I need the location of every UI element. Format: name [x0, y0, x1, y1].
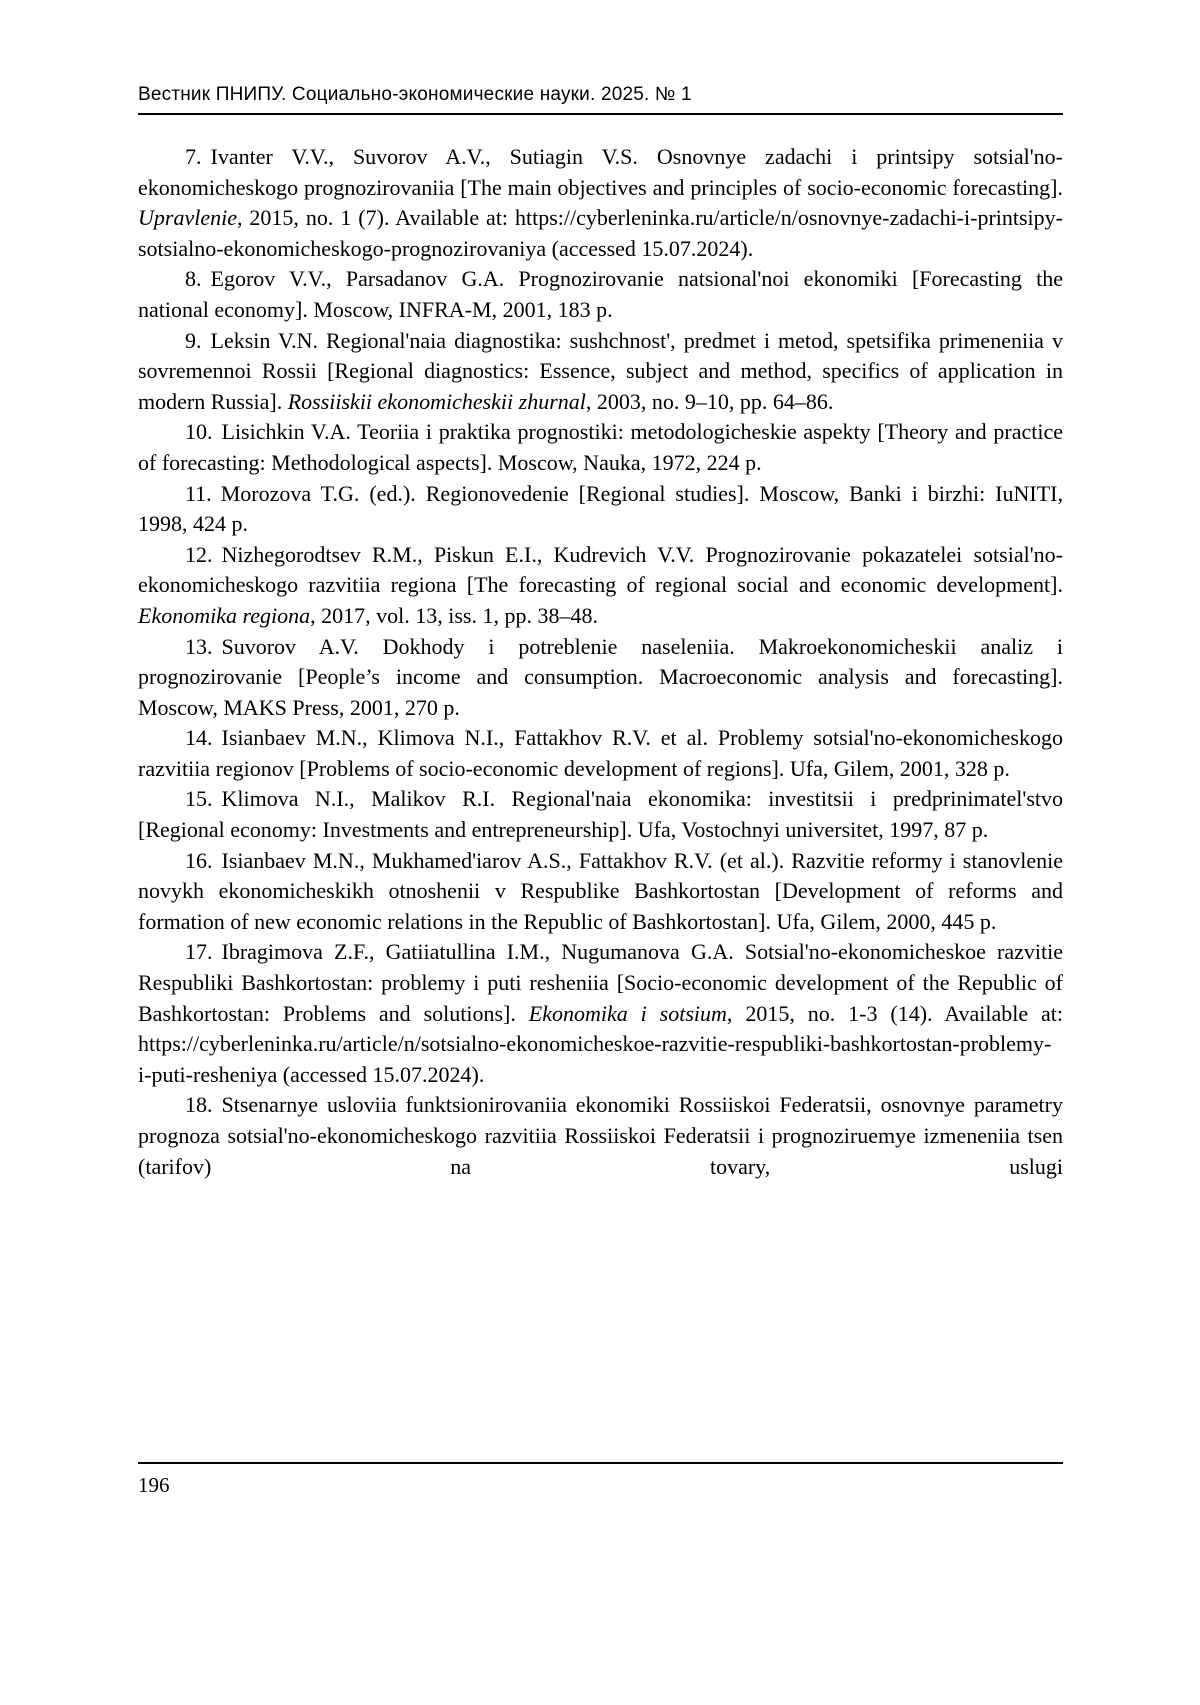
reference-item-7 [138, 142, 1063, 264]
reference-item-17 [138, 937, 1063, 1090]
reference-item-18 [138, 1090, 1063, 1182]
reference-number: 10. [185, 419, 213, 445]
reference-text: , 2017, vol. 13, iss. 1, pp. 38–48. [310, 602, 598, 628]
reference-number: 18. [185, 1092, 213, 1118]
running-header [138, 84, 1063, 115]
reference-text: Leksin V.N. Regional'naia diagnostika: sushchnost', predmet i metod, spetsifika primeneniia v sovremennoi Rossii [Regional diagnostics: Essence, subject and method, specifics of application in modern Russia]. [138, 327, 1063, 414]
reference-item-14 [138, 723, 1063, 784]
reference-number: 7. [185, 144, 202, 169]
reference-number: 16. [185, 847, 213, 873]
journal-name-italic: Ekonomika i sotsium [528, 1000, 727, 1026]
reference-item-15 [138, 784, 1063, 845]
reference-number: 12. [185, 541, 213, 567]
reference-text: Stsenarnye usloviia funktsionirovaniia ekonomiki Rossiiskoi Federatsii, osnovnye parametry prognoza sotsial'no-ekonomicheskogo razvitiia Rossiiskoi Federatsii i prognoziruemye izmeneniia tsen (tarifov) na tovary, uslugi [138, 1092, 1063, 1179]
reference-item-11 [138, 479, 1063, 540]
journal-title: Вестник ПНИПУ. Социально-экономические науки. 2025. № 1 [138, 84, 692, 105]
reference-text: Ibragimova Z.F., Gatiiatullina I.M., Nugumanova G.A. Sotsial'no-ekonomicheskoe razvitie Respubliki Bashkortostan: problemy i puti resheniia [Socio-economic development of the Republic of Bashkortostan: Problems and solutions]. [138, 939, 1063, 1026]
journal-name-italic: Rossiiskii ekonomicheskii zhurnal [287, 388, 586, 414]
reference-text: Lisichkin V.A. Teoriia i praktika prognostiki: metodologicheskie aspekty [Theory and practice of forecasting: Methodological aspects]. Moscow, Nauka, 1972, 224 p. [138, 419, 1063, 475]
reference-number: 8. [185, 266, 202, 292]
journal-name-italic: Ekonomika regiona [138, 602, 311, 628]
page-footer [138, 1462, 1063, 1498]
reference-text: Suvorov A.V. Dokhody i potreblenie naseleniia. Makroekonomicheskii analiz i prognozirovanie [People’s income and consumption. Macroeconomic analysis and forecasting]. Moscow, MAKS Press, 2001, 270 p. [138, 633, 1063, 720]
reference-text: Egorov V.V., Parsadanov G.A. Prognozirovanie natsional'noi ekonomiki [Forecasting the national economy]. Moscow, INFRA-M, 2001, 183 p. [138, 266, 1063, 322]
reference-text: Ivanter V.V., Suvorov A.V., Sutiagin V.S. Osnovnye zadachi i printsipy sotsial'no-ekonomicheskogo prognozirovaniia [The main objectives and principles of socio-economic forecasting]. [138, 144, 1063, 200]
page-number: 196 [138, 1473, 170, 1497]
reference-item-12 [138, 540, 1063, 632]
reference-text: Klimova N.I., Malikov R.I. Regional'naia ekonomika: investitsii i predprinimatel'stvo [Regional economy: Investments and entrepreneurship]. Ufa, Vostochnyi universitet, 1997, 87 p. [138, 786, 1063, 843]
reference-item-10 [138, 417, 1063, 478]
reference-text: , 2015, no. 1-3 (14). Available at: https://cyberleninka.ru/article/n/sotsialno-ekonomicheskoe-razvitie-respubliki-bashkortostan-problemy-i-puti-resheniya (accessed 15.07.2024). [138, 1000, 1063, 1087]
reference-number: 17. [185, 939, 213, 965]
references-list [138, 142, 1063, 1182]
reference-number: 15. [185, 786, 213, 812]
reference-item-8 [138, 264, 1063, 325]
reference-text: , 2015, no. 1 (7). Available at: https://cyberleninka.ru/article/n/osnovnye-zadachi-i-printsipy-sotsialno-ekonomicheskogo-prognozirovaniya (accessed 15.07.2024). [138, 205, 1063, 261]
reference-number: 13. [185, 633, 213, 659]
journal-name-italic: Upravlenie [138, 205, 237, 231]
reference-number: 14. [185, 725, 213, 751]
reference-number: 11. [185, 480, 212, 506]
reference-item-16 [138, 846, 1063, 938]
reference-text: Isianbaev M.N., Mukhamed'iarov A.S., Fattakhov R.V. (et al.). Razvitie reformy i stanovlenie novykh ekonomicheskikh otnoshenii v Respublike Bashkortostan [Development of reforms and formation of new economic relations in the Republic of Bashkortostan]. Ufa, Gilem, 2000, 445 p. [138, 847, 1063, 934]
reference-item-9 [138, 326, 1063, 418]
reference-text: Nizhegorodtsev R.M., Piskun E.I., Kudrevich V.V. Prognozirovanie pokazatelei sotsial'no-ekonomicheskogo razvitiia regiona [The forecasting of regional social and economic development]. [138, 541, 1063, 598]
reference-text: Morozova T.G. (ed.). Regionovedenie [Regional studies]. Moscow, Banki i birzhi: IuNITI, 1998, 424 p. [138, 480, 1063, 537]
reference-number: 9. [185, 327, 202, 353]
reference-text: Isianbaev M.N., Klimova N.I., Fattakhov R.V. et al. Problemy sotsial'no-ekonomicheskogo razvitiia regionov [Problems of socio-economic development of regions]. Ufa, Gilem, 2001, 328 p. [138, 725, 1063, 781]
reference-item-13 [138, 632, 1063, 724]
reference-text: , 2003, no. 9–10, pp. 64–86. [585, 388, 834, 414]
